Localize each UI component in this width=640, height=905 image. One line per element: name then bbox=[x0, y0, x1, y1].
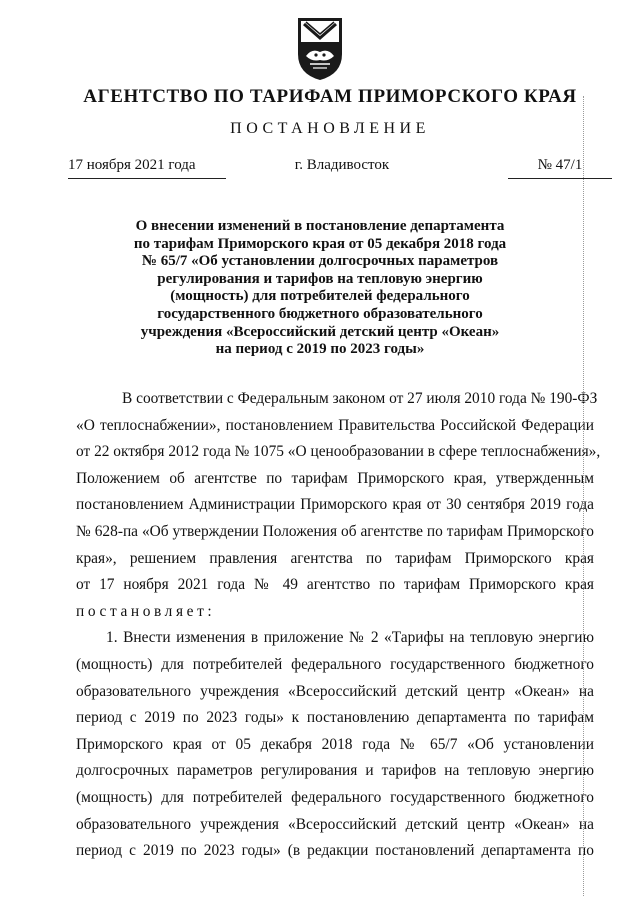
resolution-word: постановляет: bbox=[76, 602, 216, 620]
body-line: образовательного учреждения «Всероссийский детский центр «Океан» на bbox=[76, 682, 594, 700]
body-line: от 22 октября 2012 года № 1075 «О ценообразовании в сфере теплоснабжения», bbox=[76, 443, 601, 461]
body-line: Приморского края от 05 декабря 2018 года № 65/7 «Об установлении bbox=[76, 735, 594, 753]
body-line: «О теплоснабжении», постановлением Правительства Российской Федерации bbox=[76, 416, 594, 434]
title-line: № 65/7 «Об установлении долгосрочных параметров bbox=[141, 253, 499, 270]
title-line: регулирования и тарифов на тепловую энергию bbox=[157, 270, 483, 287]
body-line: (мощность) для потребителей федерального государственного бюджетного bbox=[76, 788, 594, 806]
body-line: период с 2019 по 2023 годы» (в редакции постановлений департамента по bbox=[76, 842, 594, 860]
body-line: № 628-па «Об утверждении Положения об агентстве по тарифам Приморского bbox=[76, 522, 594, 540]
agency-name: АГЕНТСТВО ПО ТАРИФАМ ПРИМОРСКОГО КРАЯ bbox=[83, 86, 577, 107]
body-line: В соответствии с Федеральным законом от 27 июля 2010 года № 190-ФЗ bbox=[122, 390, 598, 407]
body-line: постановлением Администрации Приморского края от 30 сентября 2019 года bbox=[76, 496, 594, 514]
document-city: г. Владивосток bbox=[294, 157, 390, 173]
title-line: О внесении изменений в постановление департамента bbox=[135, 218, 505, 234]
title-line: по тарифам Приморского края от 05 декабря 2018 года bbox=[133, 235, 507, 252]
title-line: государственного бюджетного образовательного bbox=[157, 305, 483, 322]
title-line: учреждения «Всероссийский детский центр «Океан» bbox=[140, 323, 500, 340]
document-date: 17 ноября 2021 года bbox=[68, 157, 226, 179]
title-line: на период с 2019 по 2023 годы» bbox=[215, 341, 425, 358]
body-line: от 17 ноября 2021 года № 49 агентство по тарифам Приморского края bbox=[76, 576, 594, 594]
scan-margin-line bbox=[583, 96, 584, 896]
body-line: долгосрочных параметров регулирования и тарифов на тепловую энергию bbox=[76, 762, 594, 780]
document-type: ПОСТАНОВЛЕНИЕ bbox=[230, 120, 430, 137]
body-line: (мощность) для потребителей федерального государственного бюджетного bbox=[76, 655, 594, 673]
coat-of-arms-icon bbox=[294, 14, 346, 82]
body-line: 1. Внести изменения в приложение № 2 «Тарифы на тепловую энергию bbox=[106, 629, 594, 647]
title-line: (мощность) для потребителей федерального bbox=[170, 288, 470, 305]
body-line: образовательного учреждения «Всероссийский детский центр «Океан» на bbox=[76, 815, 594, 833]
document-body bbox=[76, 386, 601, 865]
document-number: № 47/1 bbox=[508, 157, 612, 179]
body-line: края», решением правления агентства по тарифам Приморского края bbox=[76, 549, 594, 567]
body-line: период с 2019 по 2023 годы» к постановлению департамента по тарифам bbox=[76, 709, 594, 727]
body-line: Положением об агентстве по тарифам Приморского края, утвержденным bbox=[76, 469, 594, 487]
document-title bbox=[100, 218, 540, 359]
